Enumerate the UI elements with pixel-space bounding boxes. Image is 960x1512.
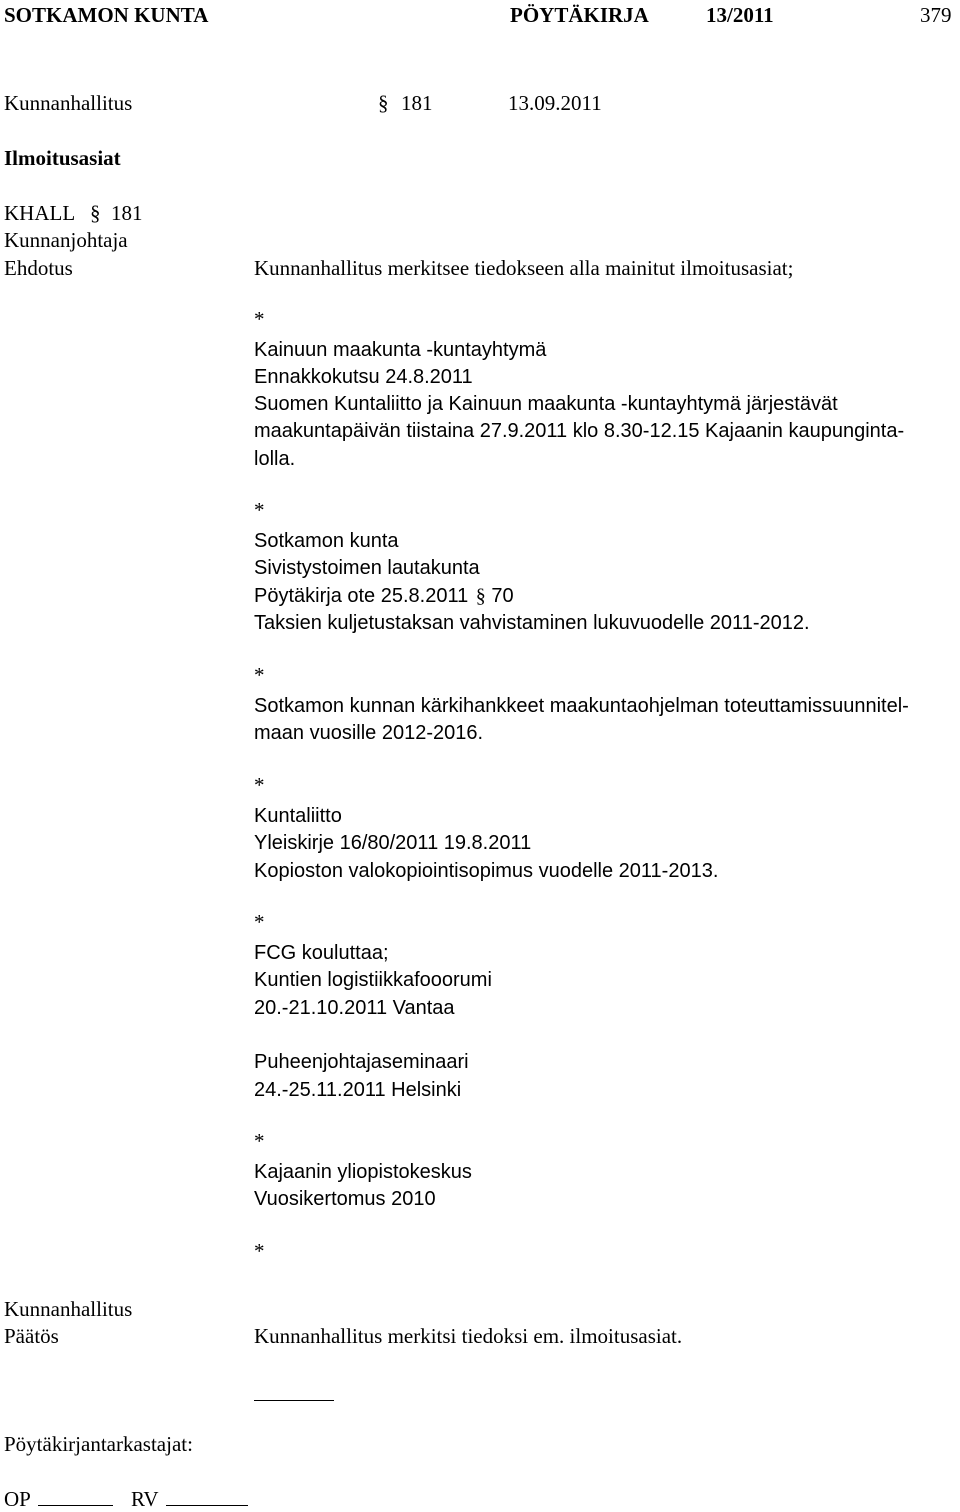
- end-rule: [254, 1400, 334, 1401]
- section-symbol: §: [378, 91, 389, 115]
- meeting-body: Kunnanhallitus: [4, 91, 133, 115]
- kainuu-text-line3: lolla.: [254, 448, 296, 470]
- checker1-signature-line: [38, 1505, 113, 1506]
- proposal-text: Kunnanhallitus merkitsee tiedokseen alla mainitut ilmoitusasiat;: [254, 256, 794, 280]
- decision-body: Kunnanhallitus: [4, 1297, 133, 1321]
- kuntaliitto-ref: Yleiskirje 16/80/2011 19.8.2011: [254, 832, 532, 854]
- header-doc-type: PÖYTÄKIRJA: [510, 3, 649, 27]
- sotkamo-ref-prefix: Pöytäkirja ote 25.8.2011: [254, 585, 469, 607]
- kainuu-text-line1: Suomen Kuntaliitto ja Kainuun maakunta -kuntayhtymä järjestävät: [254, 393, 838, 415]
- sotkamo-org: Sotkamon kunta: [254, 530, 399, 552]
- kainuu-ref: Ennakkokutsu 24.8.2011: [254, 366, 473, 388]
- kuntaliitto-org: Kuntaliitto: [254, 805, 342, 827]
- khall-label: KHALL: [4, 201, 76, 225]
- kuntaliitto-text: Kopioston valokopiointisopimus vuodelle 2011-2013.: [254, 860, 719, 882]
- item-separator-star: *: [254, 773, 265, 797]
- sotkamo-board: Sivistystoimen lautakunta: [254, 557, 480, 579]
- fcg-event: Kuntien logistiikkafooorumi: [254, 969, 492, 991]
- karki-text-line1: Sotkamon kunnan kärkihankkeet maakuntaohjelman toteuttamissuunnitel-: [254, 695, 909, 717]
- kyk-text: Vuosikertomus 2010: [254, 1188, 436, 1210]
- item-separator-star: *: [254, 498, 265, 522]
- decision-label: Päätös: [4, 1324, 59, 1348]
- khall-number: 181: [111, 201, 143, 225]
- sotkamo-text: Taksien kuljetustaksan vahvistaminen lukuvuodelle 2011-2012.: [254, 612, 810, 634]
- kainuu-org: Kainuun maakunta -kuntayhtymä: [254, 339, 547, 361]
- preparer-label: Kunnanjohtaja: [4, 228, 128, 252]
- item-separator-star: *: [254, 1239, 265, 1263]
- item-separator-star: *: [254, 1129, 265, 1153]
- item-separator-star: *: [254, 307, 265, 331]
- karki-text-line2: maan vuosille 2012-2016.: [254, 722, 484, 744]
- sotkamo-ref-symbol: §: [475, 585, 486, 607]
- proposal-label: Ehdotus: [4, 256, 73, 280]
- item-separator-star: *: [254, 663, 265, 687]
- decision-text: Kunnanhallitus merkitsi tiedoksi em. ilmoitusasiat.: [254, 1324, 683, 1348]
- section-number: 181: [401, 91, 433, 115]
- checker2-signature-line: [166, 1505, 248, 1506]
- khall-section-symbol: §: [90, 201, 101, 225]
- checker1-initials: OP: [4, 1487, 31, 1511]
- fcg-seminar-date: 24.-25.11.2011 Helsinki: [254, 1079, 462, 1101]
- fcg-org: FCG kouluttaa;: [254, 942, 389, 964]
- item-separator-star: *: [254, 910, 265, 934]
- fcg-event-date: 20.-21.10.2011 Vantaa: [254, 997, 455, 1019]
- sotkamo-ref: [254, 583, 514, 609]
- kyk-org: Kajaanin yliopistokeskus: [254, 1161, 472, 1183]
- header-doc-number: 13/2011: [706, 3, 774, 27]
- sotkamo-ref-number: 70: [491, 585, 514, 607]
- header-page-number: 379: [920, 3, 952, 27]
- page-title: Ilmoitusasiat: [4, 146, 121, 170]
- header-municipality: SOTKAMON KUNTA: [4, 3, 209, 27]
- kainuu-text-line2: maakuntapäivän tiistaina 27.9.2011 klo 8.30-12.15 Kajaanin kaupunginta-: [254, 420, 905, 442]
- fcg-seminar: Puheenjohtajaseminaari: [254, 1051, 469, 1073]
- checkers-label: Pöytäkirjantarkastajat:: [4, 1432, 193, 1456]
- checker2-initials: RV: [131, 1487, 159, 1511]
- meeting-date: 13.09.2011: [508, 91, 602, 115]
